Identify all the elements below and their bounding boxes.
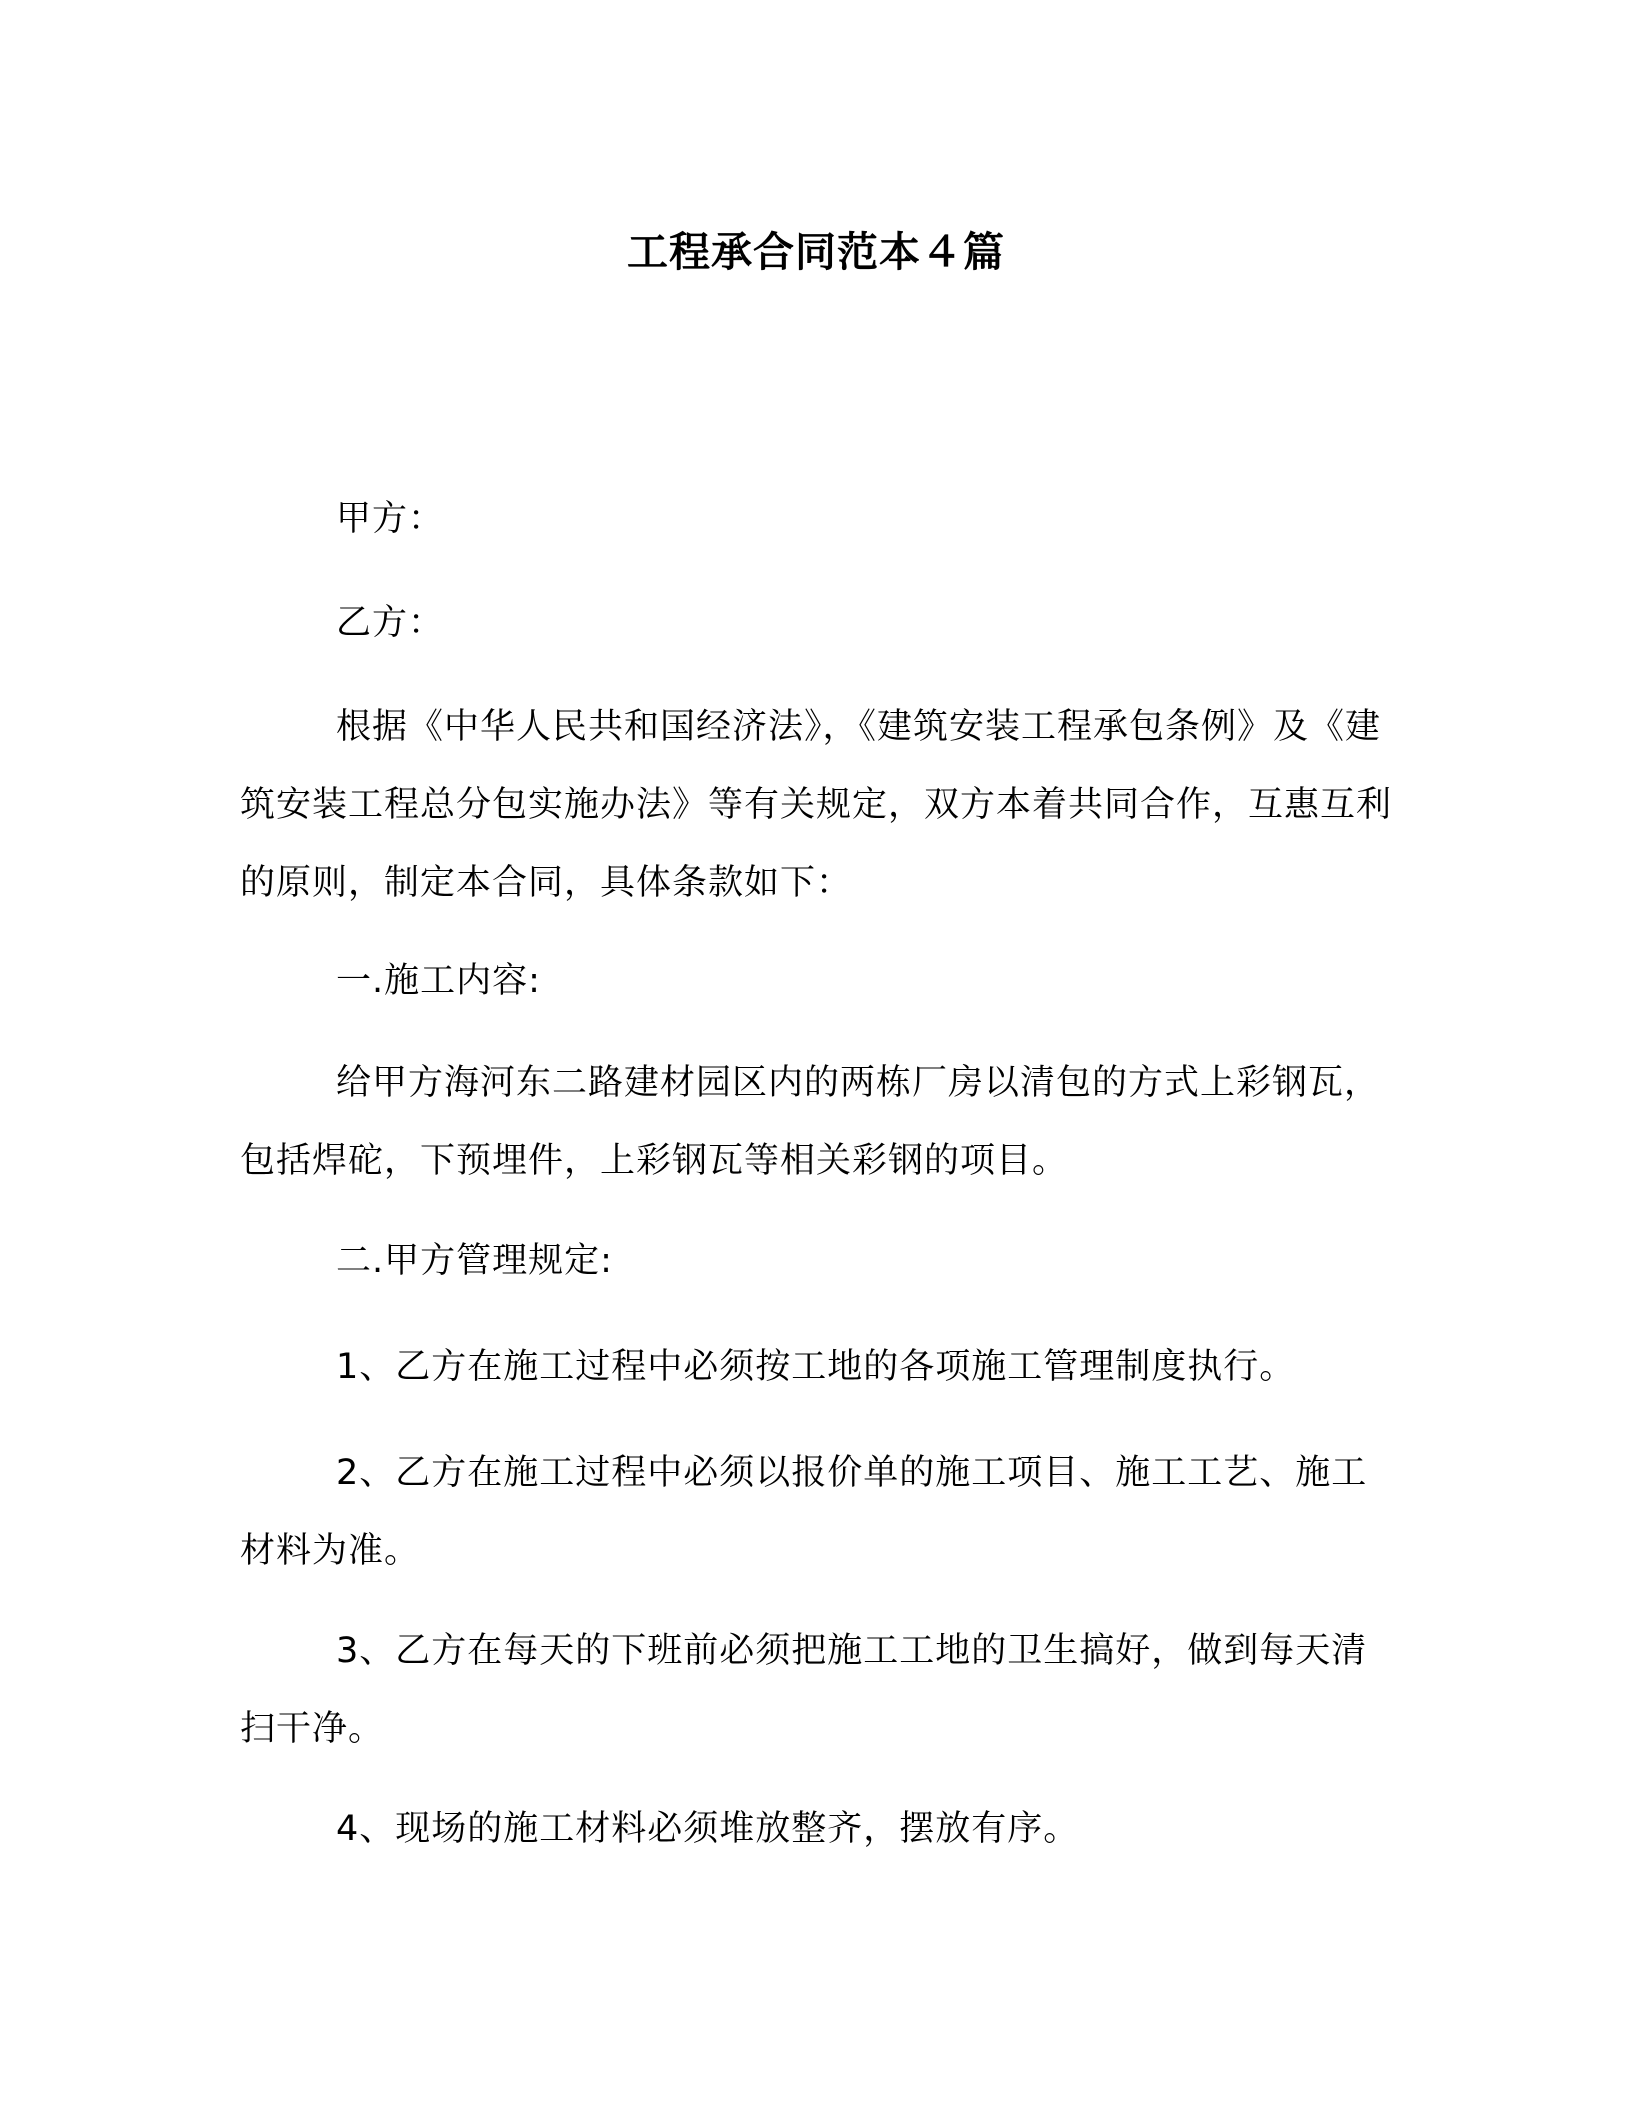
- rule-4-paragraph: 4、现场的施工材料必须堆放整齐，摆放有序。: [336, 1809, 1080, 1849]
- document-title: 工程承合同范本４篇: [627, 228, 1005, 276]
- rule-3-paragraph: 3、乙方在每天的下班前必须把施工工地的卫生搞好，做到每天清扫干净。: [240, 1631, 1368, 1749]
- rule-2-paragraph: 2、乙方在施工过程中必须以报价单的施工项目、施工工艺、施工材料为准。: [240, 1453, 1368, 1571]
- party-b-line: 乙方：: [336, 603, 445, 643]
- section-2-heading: 二.甲方管理规定:: [336, 1241, 613, 1281]
- preamble-paragraph: 根据《中华人民共和国经济法》，《建筑安装工程承包条例》及《建筑安装工程总分包实施办法》等有关规定，双方本着共同合作，互惠互利的原则，制定本合同，具体条款如下：: [240, 707, 1393, 903]
- rule-1-paragraph: 1、乙方在施工过程中必须按工地的各项施工管理制度执行。: [336, 1347, 1296, 1387]
- party-a-line: 甲方：: [336, 499, 445, 539]
- section-1-body: 给甲方海河东二路建材园区内的两栋厂房以清包的方式上彩钢瓦，包括焊砣，下预埋件，上彩钢瓦等相关彩钢的项目。: [240, 1063, 1381, 1181]
- section-1-heading: 一.施工内容:: [336, 961, 541, 1001]
